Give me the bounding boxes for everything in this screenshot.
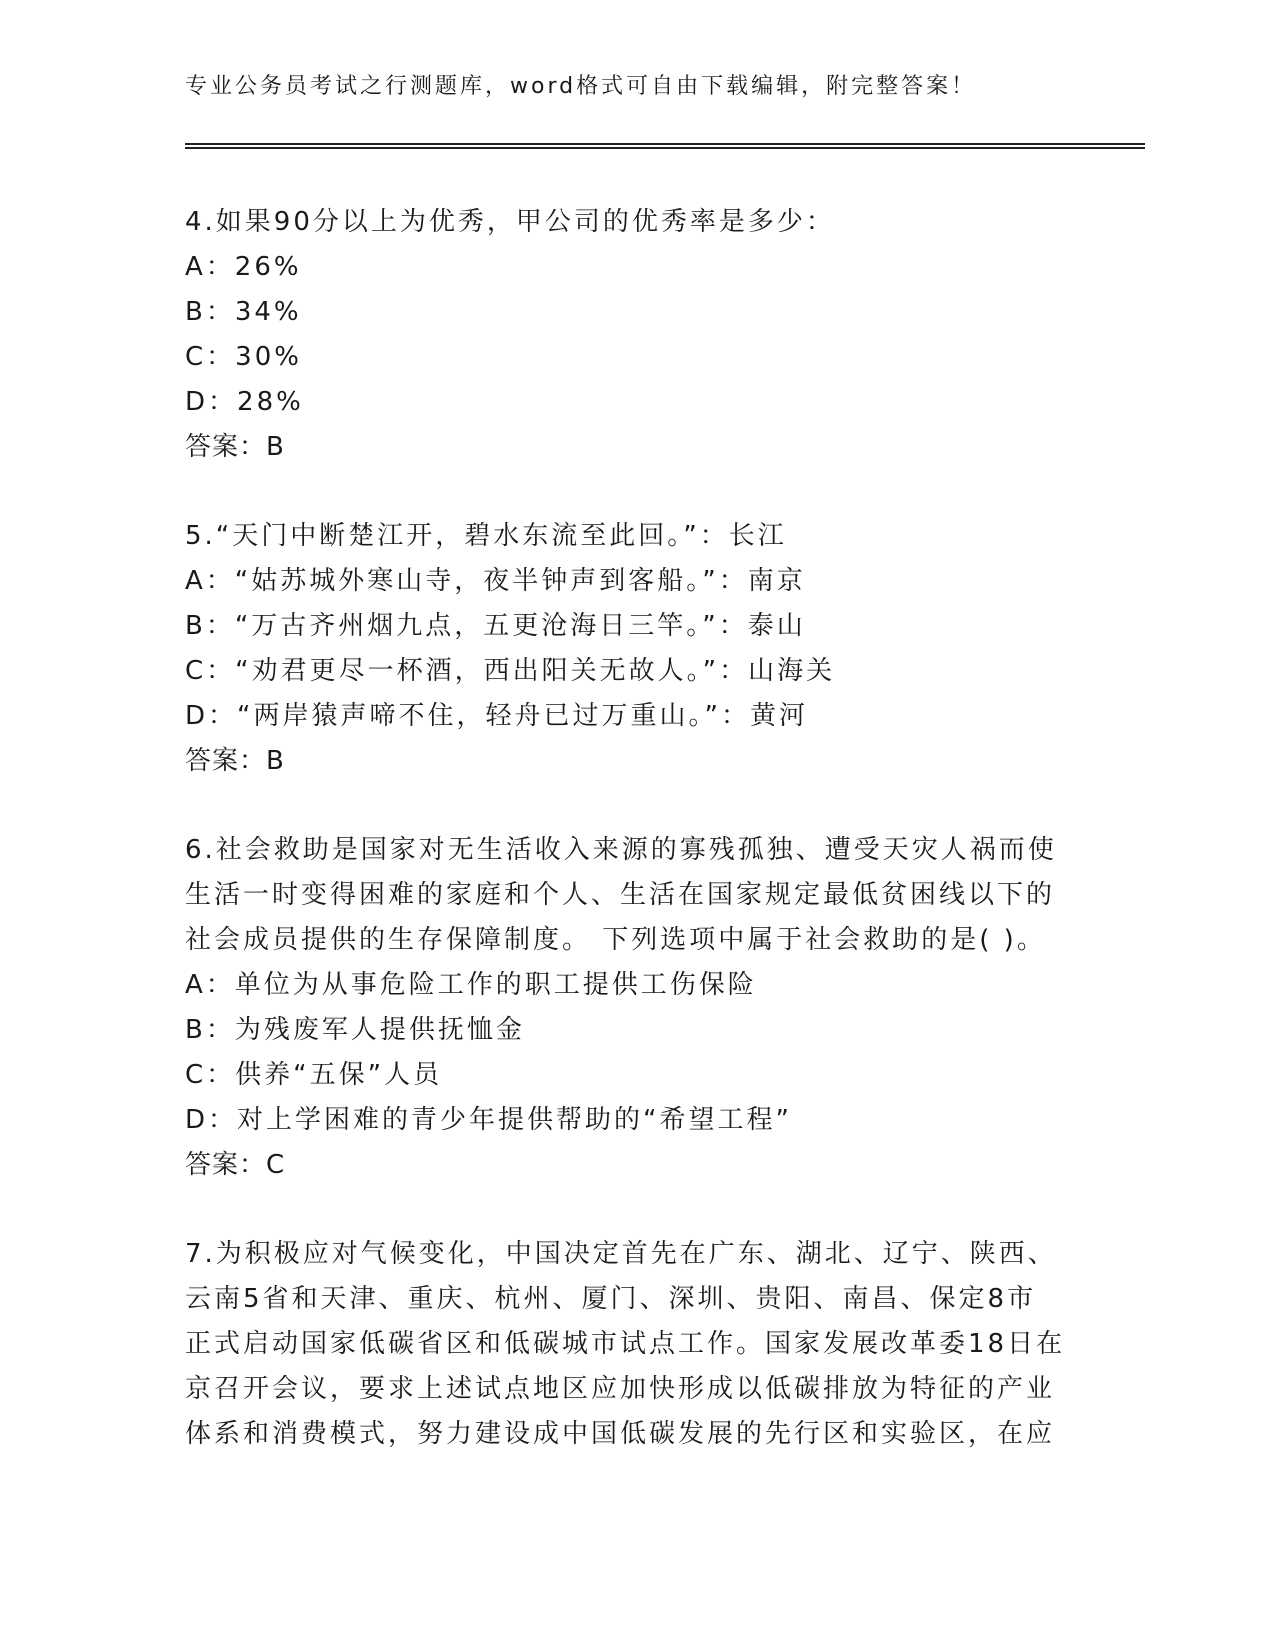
option-a: A：26% [185, 252, 302, 282]
option-c: C：30% [185, 342, 302, 372]
question-text: 云南5省和天津、重庆、杭州、厦门、深圳、贵阳、南昌、保定8市 [185, 1284, 1037, 1314]
answer: 答案：C [185, 1150, 286, 1180]
option-d: D：28% [185, 387, 304, 417]
page-header: 专业公务员考试之行测题库，word格式可自由下载编辑，附完整答案！ [185, 74, 977, 99]
question-text: 生活一时变得困难的家庭和个人、生活在国家规定最低贫困线以下的 [185, 880, 1056, 910]
header-divider [185, 143, 1145, 149]
option-d: D：对上学困难的青少年提供帮助的“希望工程” [185, 1105, 792, 1135]
question-text: 正式启动国家低碳省区和低碳城市试点工作。国家发展改革委18日在 [185, 1329, 1066, 1359]
question-6 [185, 828, 1085, 1188]
option-a: A：单位为从事危险工作的职工提供工伤保险 [185, 970, 757, 1000]
question-list [185, 200, 1085, 1501]
question-text: 7.为积极应对气候变化，中国决定首先在广东、湖北、辽宁、陕西、 [185, 1239, 1057, 1269]
question-text: 京召开会议，要求上述试点地区应加快形成以低碳排放为特征的产业 [185, 1374, 1056, 1404]
question-text: 体系和消费模式，努力建设成中国低碳发展的先行区和实验区，在应 [185, 1419, 1056, 1449]
option-b: B：为残废军人提供抚恤金 [185, 1015, 525, 1045]
question-5 [185, 514, 1085, 784]
question-text: 社会成员提供的生存保障制度。 下列选项中属于社会救助的是( )。 [185, 925, 1046, 955]
question-4 [185, 200, 1085, 470]
question-text: 4.如果90分以上为优秀，甲公司的优秀率是多少： [185, 207, 835, 237]
answer: 答案：B [185, 432, 285, 462]
question-text: 6.社会救助是国家对无生活收入来源的寡残孤独、遭受天灾人祸而使 [185, 835, 1057, 865]
option-a: A：“姑苏城外寒山寺，夜半钟声到客船。”：南京 [185, 566, 806, 596]
answer: 答案：B [185, 746, 285, 776]
option-b: B：34% [185, 297, 302, 327]
question-7 [185, 1232, 1085, 1457]
option-b: B：“万古齐州烟九点，五更沧海日三竿。”：泰山 [185, 611, 806, 641]
option-c: C：供养“五保”人员 [185, 1060, 443, 1090]
question-text: 5.“天门中断楚江开，碧水东流至此回。”：长江 [185, 521, 787, 551]
option-d: D：“两岸猿声啼不住，轻舟已过万重山。”：黄河 [185, 701, 808, 731]
option-c: C：“劝君更尽一杯酒，西出阳关无故人。”：山海关 [185, 656, 836, 686]
